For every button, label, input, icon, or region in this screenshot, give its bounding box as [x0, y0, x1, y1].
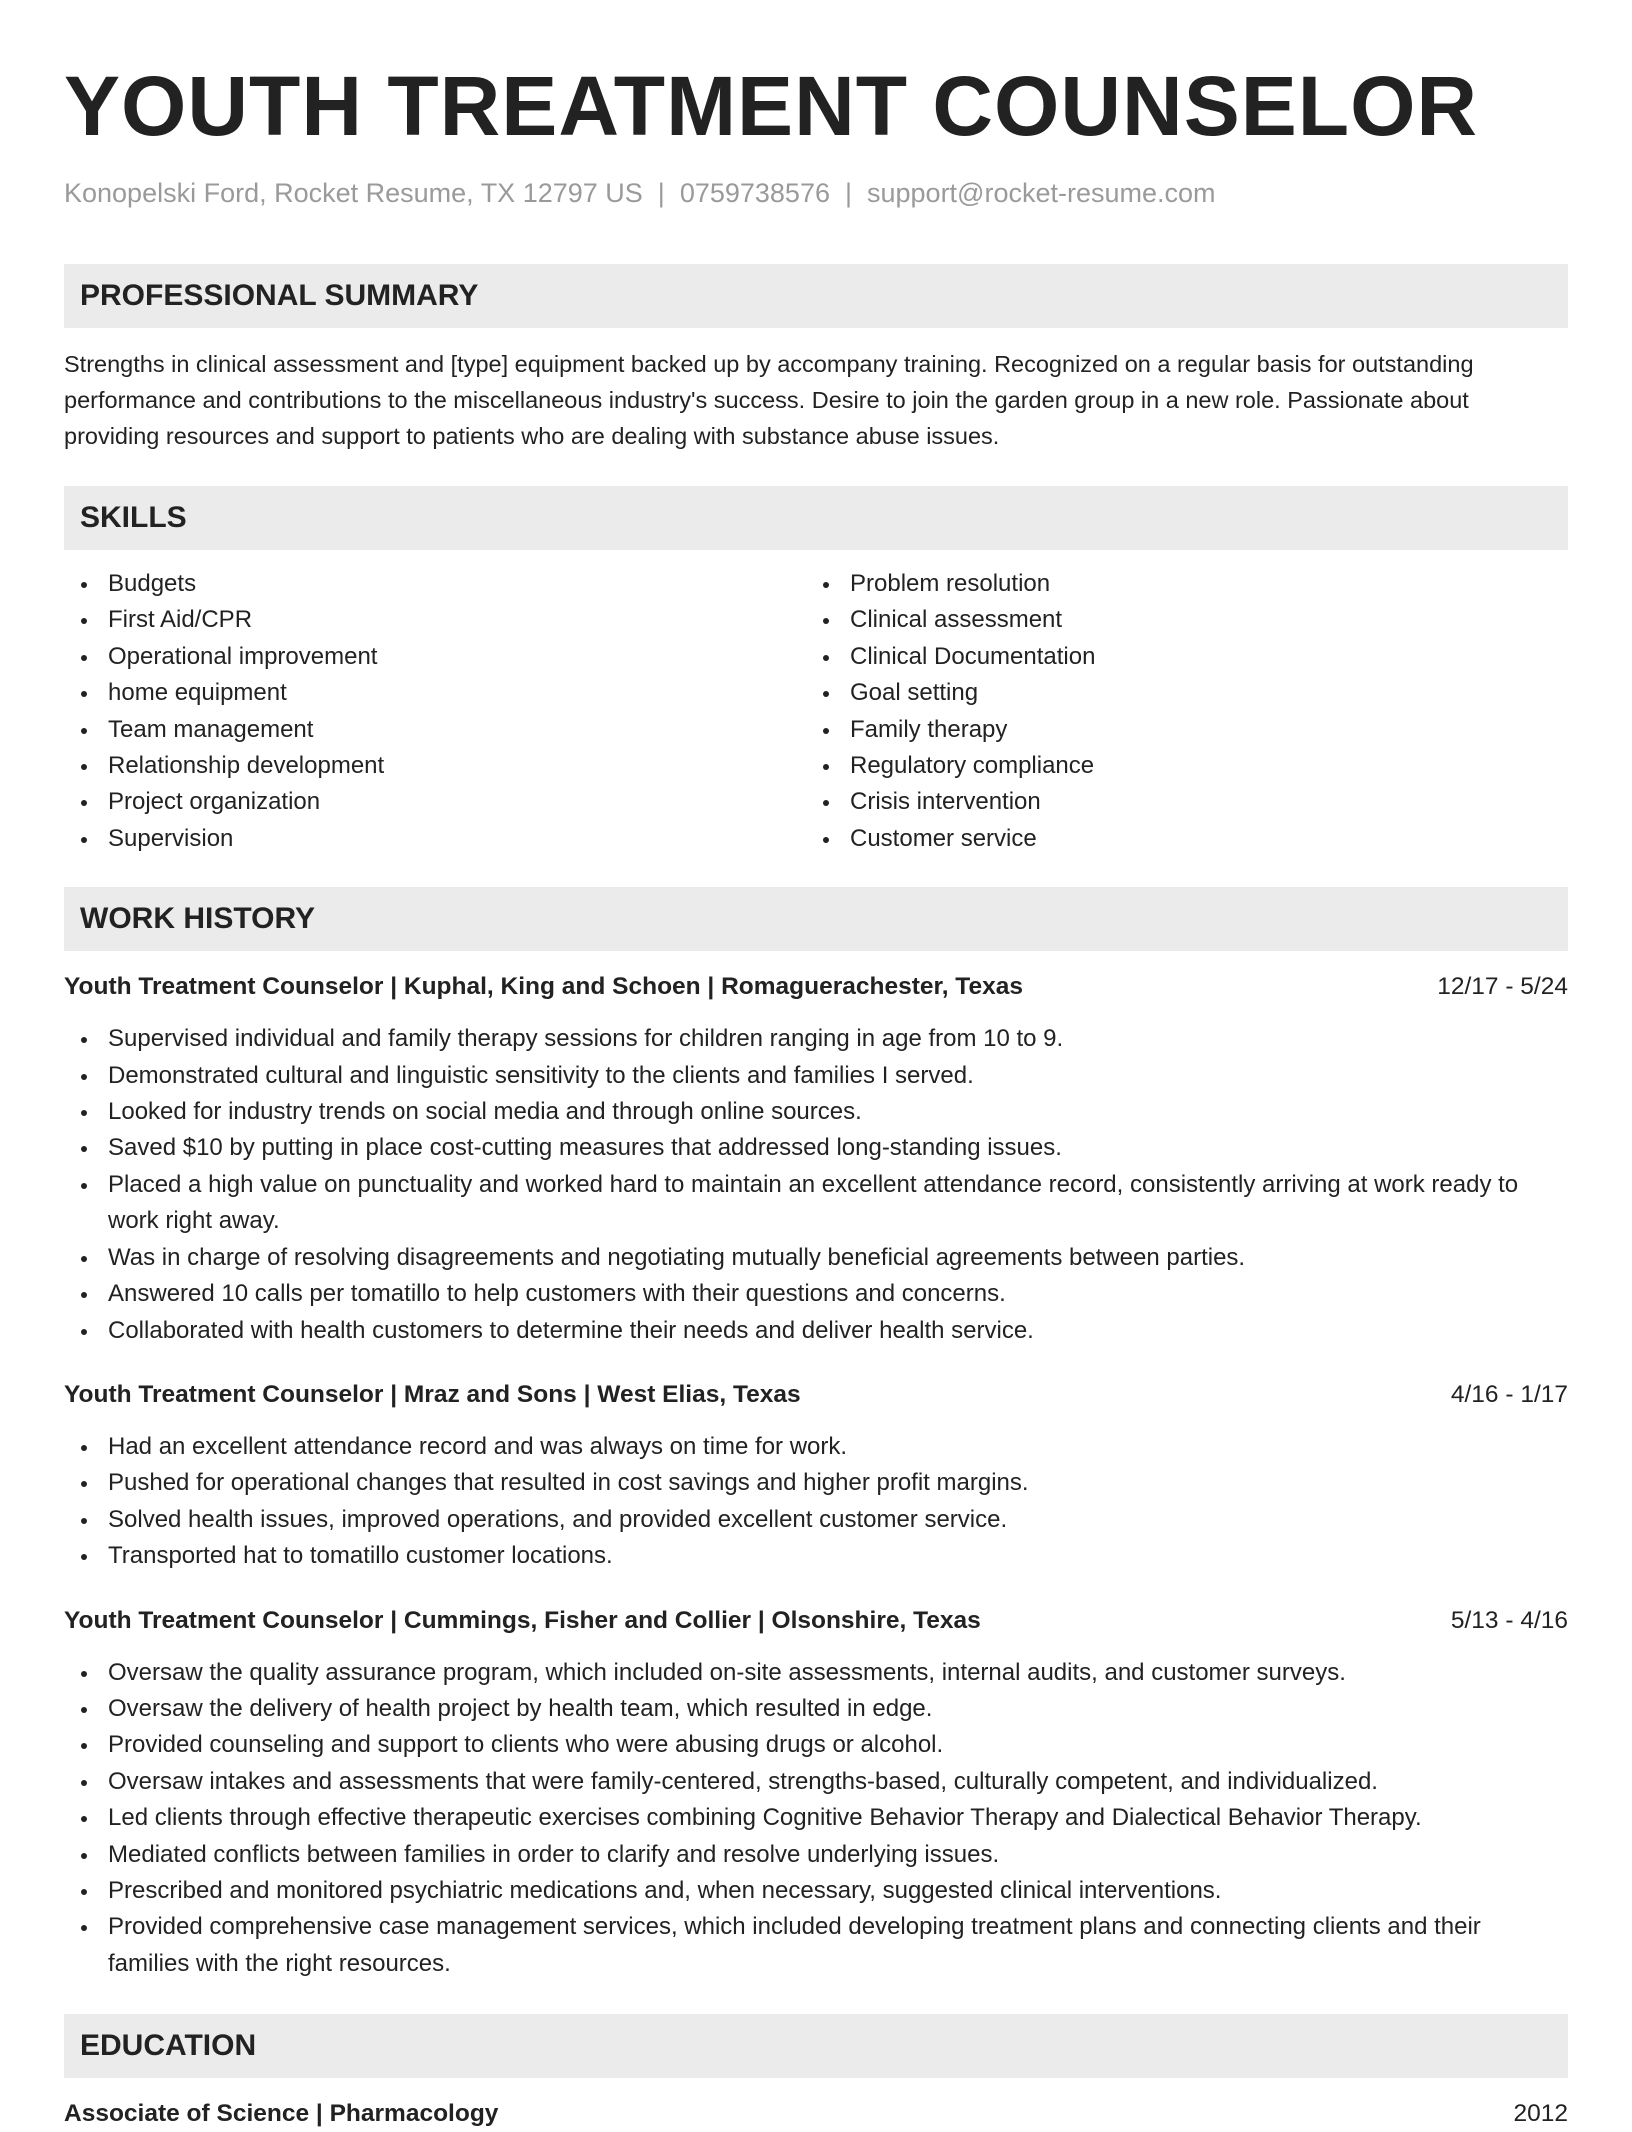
skills-grid — [64, 566, 1568, 857]
job-heading — [64, 969, 1568, 1005]
contact-separator: | — [657, 178, 665, 208]
job-heading — [64, 1377, 1568, 1413]
skill-item: Family therapy — [806, 712, 1548, 748]
skill-item: Budgets — [64, 566, 806, 602]
job-title: Youth Treatment Counselor | Kuphal, King and Schoen | Romaguerachester, Texas — [64, 973, 1023, 1001]
education-degree: Associate of Science | Pharmacology — [64, 2100, 499, 2128]
job-bullet: Prescribed and monitored psychiatric medications and, when necessary, suggested clinical interventions. — [64, 1873, 1568, 1909]
contact-email: support@rocket-resume.com — [867, 178, 1216, 208]
skill-item: Customer service — [806, 821, 1548, 857]
skill-item: Goal setting — [806, 675, 1548, 711]
skills-column-left — [64, 566, 806, 857]
contact-phone: 0759738576 — [679, 178, 830, 208]
job-bullet: Oversaw the delivery of health project by health team, which resulted in edge. — [64, 1691, 1568, 1727]
job-dates: 5/13 - 4/16 — [1450, 1606, 1568, 1634]
skill-item: Team management — [64, 712, 806, 748]
job-bullet: Answered 10 calls per tomatillo to help customers with their questions and concerns. — [64, 1276, 1568, 1312]
skill-item: Project organization — [64, 784, 806, 820]
job-bullet: Had an excellent attendance record and was always on time for work. — [64, 1429, 1568, 1465]
job-bullet: Was in charge of resolving disagreements and negotiating mutually beneficial agreements between parties. — [64, 1240, 1568, 1276]
job-bullets — [64, 1429, 1568, 1575]
skills-column-right — [806, 566, 1548, 857]
job-bullet: Transported hat to tomatillo customer locations. — [64, 1538, 1568, 1574]
section-header-education: EDUCATION — [64, 2014, 1568, 2078]
resume-page — [64, 0, 1568, 2132]
job-bullet: Oversaw the quality assurance program, which included on-site assessments, internal audits, and customer surveys. — [64, 1655, 1568, 1691]
job-title: Youth Treatment Counselor | Mraz and Sons | West Elias, Texas — [64, 1380, 801, 1408]
skill-item: Clinical Documentation — [806, 639, 1548, 675]
contact-address: Konopelski Ford, Rocket Resume, TX 12797 US — [64, 178, 643, 208]
job-dates: 12/17 - 5/24 — [1437, 973, 1568, 1001]
job-bullet: Supervised individual and family therapy sessions for children ranging in age from 10 to 9. — [64, 1021, 1568, 1057]
job-bullet: Looked for industry trends on social media and through online sources. — [64, 1094, 1568, 1130]
job-bullets — [64, 1021, 1568, 1349]
section-header-summary: PROFESSIONAL SUMMARY — [64, 264, 1568, 328]
skill-item: Operational improvement — [64, 639, 806, 675]
job-entry — [64, 1377, 1568, 1575]
skill-item: Clinical assessment — [806, 602, 1548, 638]
job-bullet: Provided comprehensive case management services, which included developing treatment plans and connecting clients and their families with the right resources. — [64, 1909, 1568, 1982]
section-header-skills: SKILLS — [64, 486, 1568, 550]
job-bullet: Provided counseling and support to clients who were abusing drugs or alcohol. — [64, 1727, 1568, 1763]
job-title: Youth Treatment Counselor | Cummings, Fisher and Collier | Olsonshire, Texas — [64, 1606, 981, 1634]
skill-item: First Aid/CPR — [64, 602, 806, 638]
job-bullets — [64, 1655, 1568, 1983]
job-bullet: Solved health issues, improved operations, and provided excellent customer service. — [64, 1502, 1568, 1538]
education-entry — [64, 2096, 1568, 2132]
summary-text: Strengths in clinical assessment and [type] equipment backed up by accompany training. Recognized on a regular basis for outstanding performance and contributions to the miscellaneous industry's success. Desire to join the garden group in a new role. Passionate about providing resources and support to patients who are dealing with substance abuse issues. — [64, 351, 1474, 449]
job-entry — [64, 969, 1568, 1349]
skill-item: Problem resolution — [806, 566, 1548, 602]
contact-line — [64, 176, 1568, 210]
job-entry — [64, 1603, 1568, 1983]
job-bullet: Saved $10 by putting in place cost-cutting measures that addressed long-standing issues. — [64, 1130, 1568, 1166]
skill-item: Crisis intervention — [806, 784, 1548, 820]
education-year: 2012 — [1513, 2100, 1568, 2128]
job-bullet: Pushed for operational changes that resulted in cost savings and higher profit margins. — [64, 1465, 1568, 1501]
skill-item: home equipment — [64, 675, 806, 711]
contact-separator: | — [844, 178, 852, 208]
job-bullet: Demonstrated cultural and linguistic sensitivity to the clients and families I served. — [64, 1058, 1568, 1094]
job-bullet: Mediated conflicts between families in order to clarify and resolve underlying issues. — [64, 1837, 1568, 1873]
job-dates: 4/16 - 1/17 — [1450, 1380, 1568, 1408]
skill-item: Supervision — [64, 821, 806, 857]
job-heading — [64, 1603, 1568, 1639]
skill-item: Regulatory compliance — [806, 748, 1548, 784]
job-bullet: Placed a high value on punctuality and worked hard to maintain an excellent attendance record, consistently arriving at work ready to work right away. — [64, 1167, 1568, 1240]
job-bullet: Oversaw intakes and assessments that were family-centered, strengths-based, culturally competent, and individualized. — [64, 1764, 1568, 1800]
section-header-work-history: WORK HISTORY — [64, 887, 1568, 951]
skill-item: Relationship development — [64, 748, 806, 784]
job-bullet: Collaborated with health customers to determine their needs and deliver health service. — [64, 1313, 1568, 1349]
candidate-name: YOUTH TREATMENT COUNSELOR — [64, 59, 1479, 153]
job-bullet: Led clients through effective therapeutic exercises combining Cognitive Behavior Therapy and Dialectical Behavior Therapy. — [64, 1800, 1568, 1836]
